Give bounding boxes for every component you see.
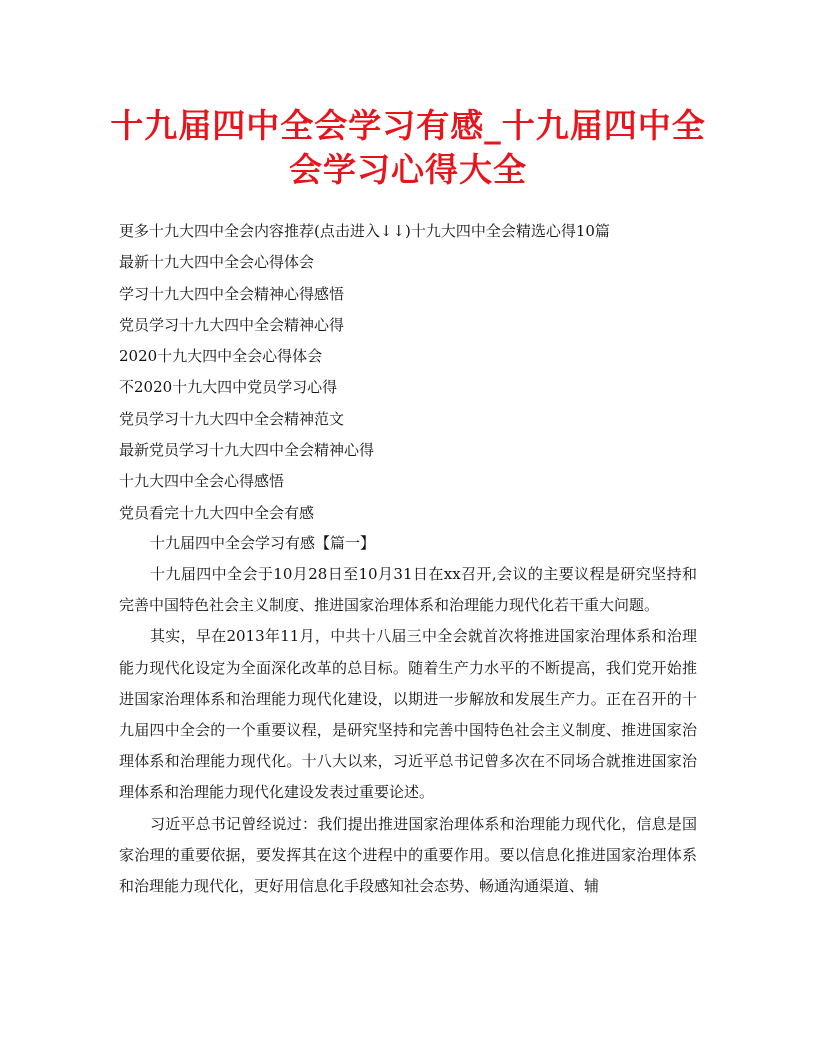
link-party-study-essay[interactable]: 党员学习十九大四中全会精神范文: [119, 409, 345, 428]
link-party-impressions[interactable]: 党员看完十九大四中全会有感: [119, 503, 315, 522]
paragraph-3: 习近平总书记曾经说过：我们提出推进国家治理体系和治理能力现代化，信息是国家治理的重要依据，要发挥其在这个进程中的重要作用。要以信息化推进国家治理体系和治理能力现代化，更好用信息化手段感知社会态势、畅通沟通渠道、辅: [119, 814, 697, 896]
recommended-links: [119, 216, 699, 529]
title-line-1: 十九届四中全会学习有感_十九届四中全: [110, 106, 706, 145]
link-party-member-study[interactable]: 党员学习十九大四中全会精神心得: [119, 315, 345, 334]
title-line-2: 会学习心得大全: [289, 150, 527, 189]
link-2020-party-study[interactable]: 不2020十九大四中党员学习心得: [119, 378, 338, 397]
document-title: [100, 104, 716, 192]
paragraph-2: 其实，早在2013年11月，中共十八届三中全会就首次将推进国家治理体系和治理能力现代化设定为全面深化改革的总目标。随着生产力水平的不断提高，我们党开始推进国家治理体系和治理能力现代化建设，以期进一步解放和发展生产力。正在召开的十九届四中全会的一个重要议程，是研究坚持和完善中国特色社会主义制度、推进国家治理体系和治理能力现代化。十八大以来，习近平总书记曾多次在不同场合就推进国家治理体系和治理能力现代化建设发表过重要论述。: [119, 627, 697, 802]
link-more-recommendations[interactable]: 更多十九大四中全会内容推荐(点击进入↓↓)十九大四中全会精选心得10篇: [119, 222, 610, 240]
link-2020-experience[interactable]: 2020十九大四中全会心得体会: [119, 347, 323, 366]
link-study-insights[interactable]: 学习十九大四中全会精神心得感悟: [119, 284, 345, 303]
article-body: [119, 528, 697, 902]
link-experience-insights[interactable]: 十九大四中全会心得感悟: [119, 472, 285, 491]
link-latest-party-study[interactable]: 最新党员学习十九大四中全会精神心得: [119, 441, 375, 460]
section-heading: 十九届四中全会学习有感【篇一】: [150, 534, 376, 552]
paragraph-1: 十九届四中全会于10月28日至10月31日在xx召开,会议的主要议程是研究坚持和完善中国特色社会主义制度、推进国家治理体系和治理能力现代化若干重大问题。: [119, 565, 697, 615]
link-latest-experience[interactable]: 最新十九大四中全会心得体会: [119, 253, 315, 272]
